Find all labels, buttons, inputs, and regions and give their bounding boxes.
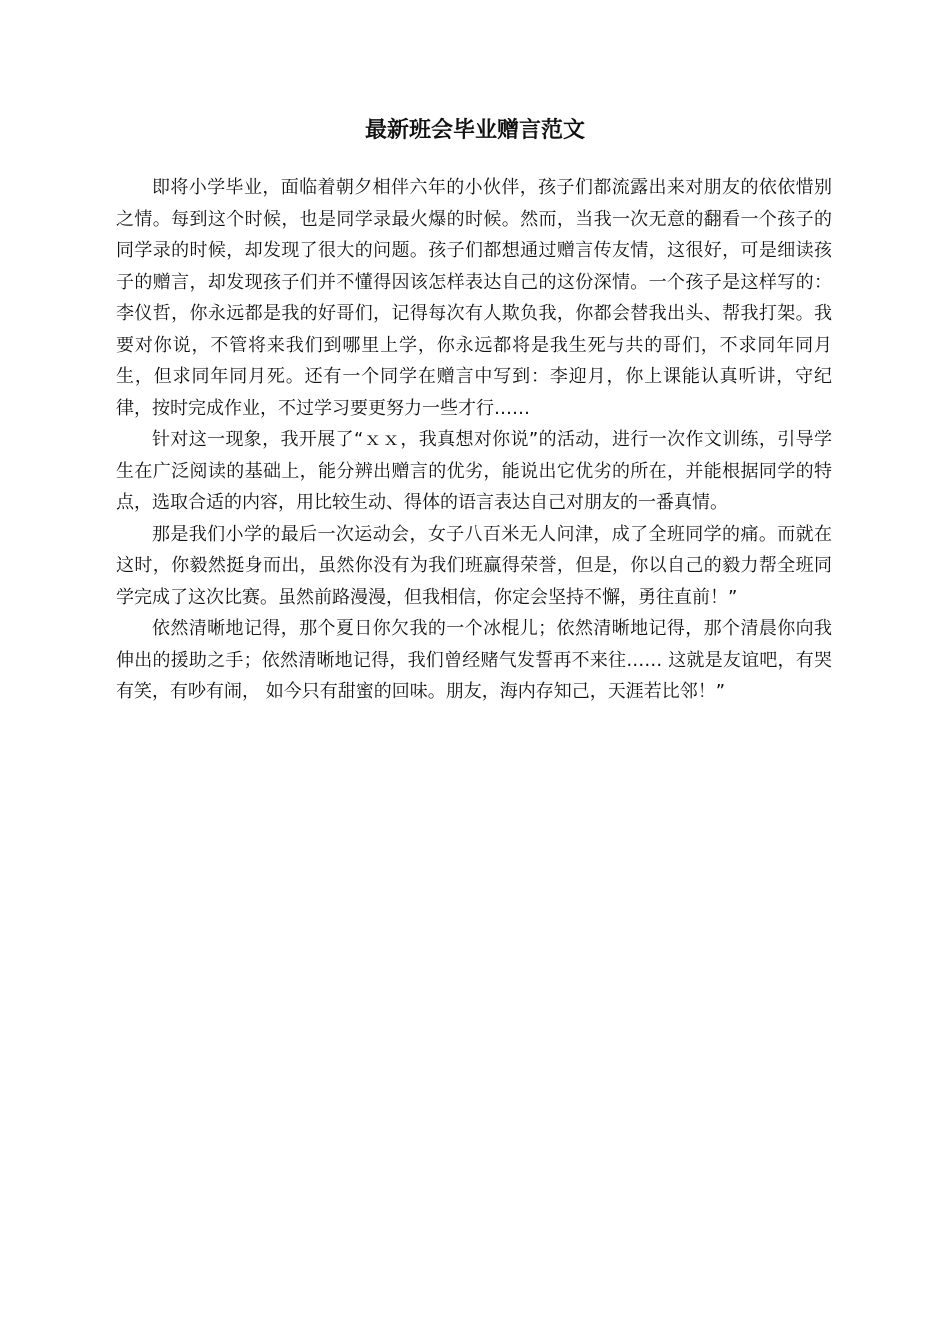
- document-body: [116, 172, 832, 708]
- paragraph-3: 那是我们小学的最后一次运动会，女子八百米无人问津，成了全班同学的痛。而就在这时，你毅然挺身而出，虽然你没有为我们班赢得荣誉，但是，你以自己的毅力帮全班同学完成了这次比赛。虽然前路漫漫，但我相信，你定会坚持不懈，勇往直前！”: [116, 523, 832, 608]
- paragraph-4: 依然清晰地记得，那个夏日你欠我的一个冰棍儿；依然清晰地记得，那个清晨你向我伸出的援助之手；依然清晰地记得，我们曾经赌气发誓再不来往…… 这就是友谊吧，有哭有笑，有吵有闹， 如今只有甜蜜的回味。朋友，海内存知己，天涯若比邻！”: [116, 618, 832, 702]
- paragraph-2: 针对这一现象，我开展了“ｘｘ，我真想对你说”的活动，进行一次作文训练，引导学生在广泛阅读的基础上，能分辨出赠言的优劣，能说出它优劣的所在，并能根据同学的特点，选取合适的内容，用比较生动、得体的语言表达自己对朋友的一番真情。: [116, 429, 832, 513]
- document-title: 最新班会毕业赠言范文: [364, 118, 585, 143]
- paragraph-1: 即将小学毕业，面临着朝夕相伴六年的小伙伴，孩子们都流露出来对朋友的依依惜别之情。每到这个时候，也是同学录最火爆的时候。然而，当我一次无意的翻看一个孩子的同学录的时候，却发现了很大的问题。孩子们都想通过赠言传友情，这很好，可是细读孩子的赠言，却发现孩子们并不懂得因该怎样表达自己的这份深情。一个孩子是这样写的：李仪哲，你永远都是我的好哥们，记得每次有人欺负我，你都会替我出头、帮我打架。我要对你说，不管将来我们到哪里上学，你永远都将是我生死与共的哥们，不求同年同月生，但求同年同月死。还有一个同学在赠言中写到：李迎月，你上课能认真听讲，守纪律，按时完成作业，不过学习要更努力一些才行……: [116, 177, 832, 419]
